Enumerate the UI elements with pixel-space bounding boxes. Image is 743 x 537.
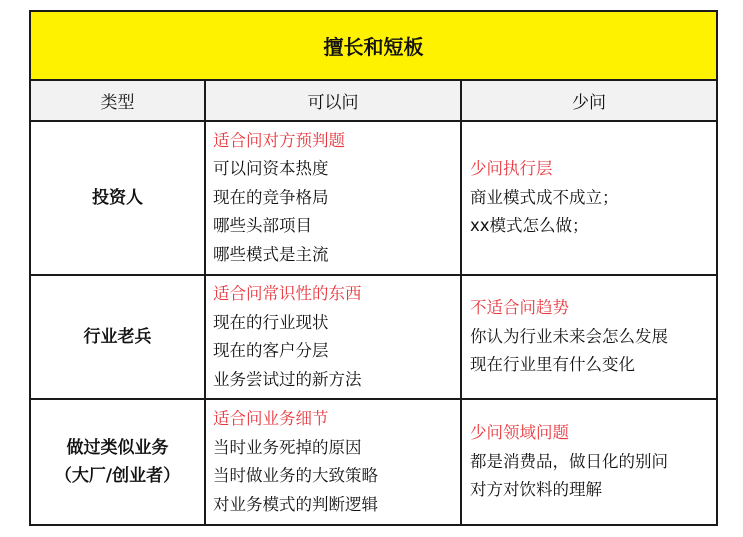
row-similar-business-type [31, 400, 206, 524]
can-ask-item: 现在的竞争格局 [213, 187, 329, 207]
can-ask-heading: 适合问业务细节 [213, 409, 329, 428]
can-ask-item: 现在的行业现状 [213, 312, 329, 332]
ask-less-heading: 不适合问趋势 [470, 298, 569, 318]
type-label: 做过类似业务 [66, 438, 169, 458]
ask-less-item: 你认为行业未来会怎么发展 [470, 326, 668, 346]
type-label: 投资人 [92, 188, 143, 208]
header-type: 类型 [31, 81, 206, 122]
ask-less-item: 对方对饮料的理解 [470, 480, 602, 500]
ask-less-heading: 少问执行层 [470, 159, 553, 179]
can-ask-item: 业务尝试过的新方法 [213, 369, 362, 389]
can-ask-item: 现在的客户分层 [213, 341, 329, 360]
can-ask-item: 可以问资本热度 [213, 159, 329, 179]
ask-less-item: 商业模式成不成立； [470, 187, 619, 207]
can-ask-item: 哪些模式是主流 [213, 244, 329, 264]
row-similar-business-ask-less [462, 400, 716, 524]
can-ask-item: 对业务模式的判断逻辑 [213, 494, 378, 514]
type-label: 行业老兵 [83, 327, 152, 347]
comparison-table [29, 10, 718, 526]
row-veteran-can-ask [206, 276, 462, 400]
row-veteran-ask-less [462, 276, 716, 400]
row-similar-business-can-ask [206, 400, 462, 524]
type-sublabel: （大厂/创业者） [54, 466, 181, 486]
row-investor-can-ask [206, 122, 462, 276]
can-ask-item: 当时业务死掉的原因 [213, 437, 362, 457]
row-investor-ask-less [462, 122, 716, 276]
can-ask-item: 当时做业务的大致策略 [213, 466, 378, 485]
header-can-ask: 可以问 [206, 81, 462, 122]
ask-less-item: 现在行业里有什么变化 [470, 355, 635, 375]
can-ask-heading: 适合问对方预判题 [213, 130, 345, 150]
can-ask-heading: 适合问常识性的东西 [213, 284, 362, 303]
header-ask-less: 少问 [462, 81, 716, 122]
table-title: 擅长和短板 [31, 12, 716, 81]
ask-less-item: 都是消费品，做日化的别问 [470, 451, 668, 471]
ask-less-item: xx模式怎么做； [470, 216, 589, 236]
can-ask-item: 哪些头部项目 [213, 216, 312, 236]
ask-less-heading: 少问领域问题 [470, 423, 569, 443]
row-investor-type [31, 122, 206, 276]
row-veteran-type [31, 276, 206, 400]
